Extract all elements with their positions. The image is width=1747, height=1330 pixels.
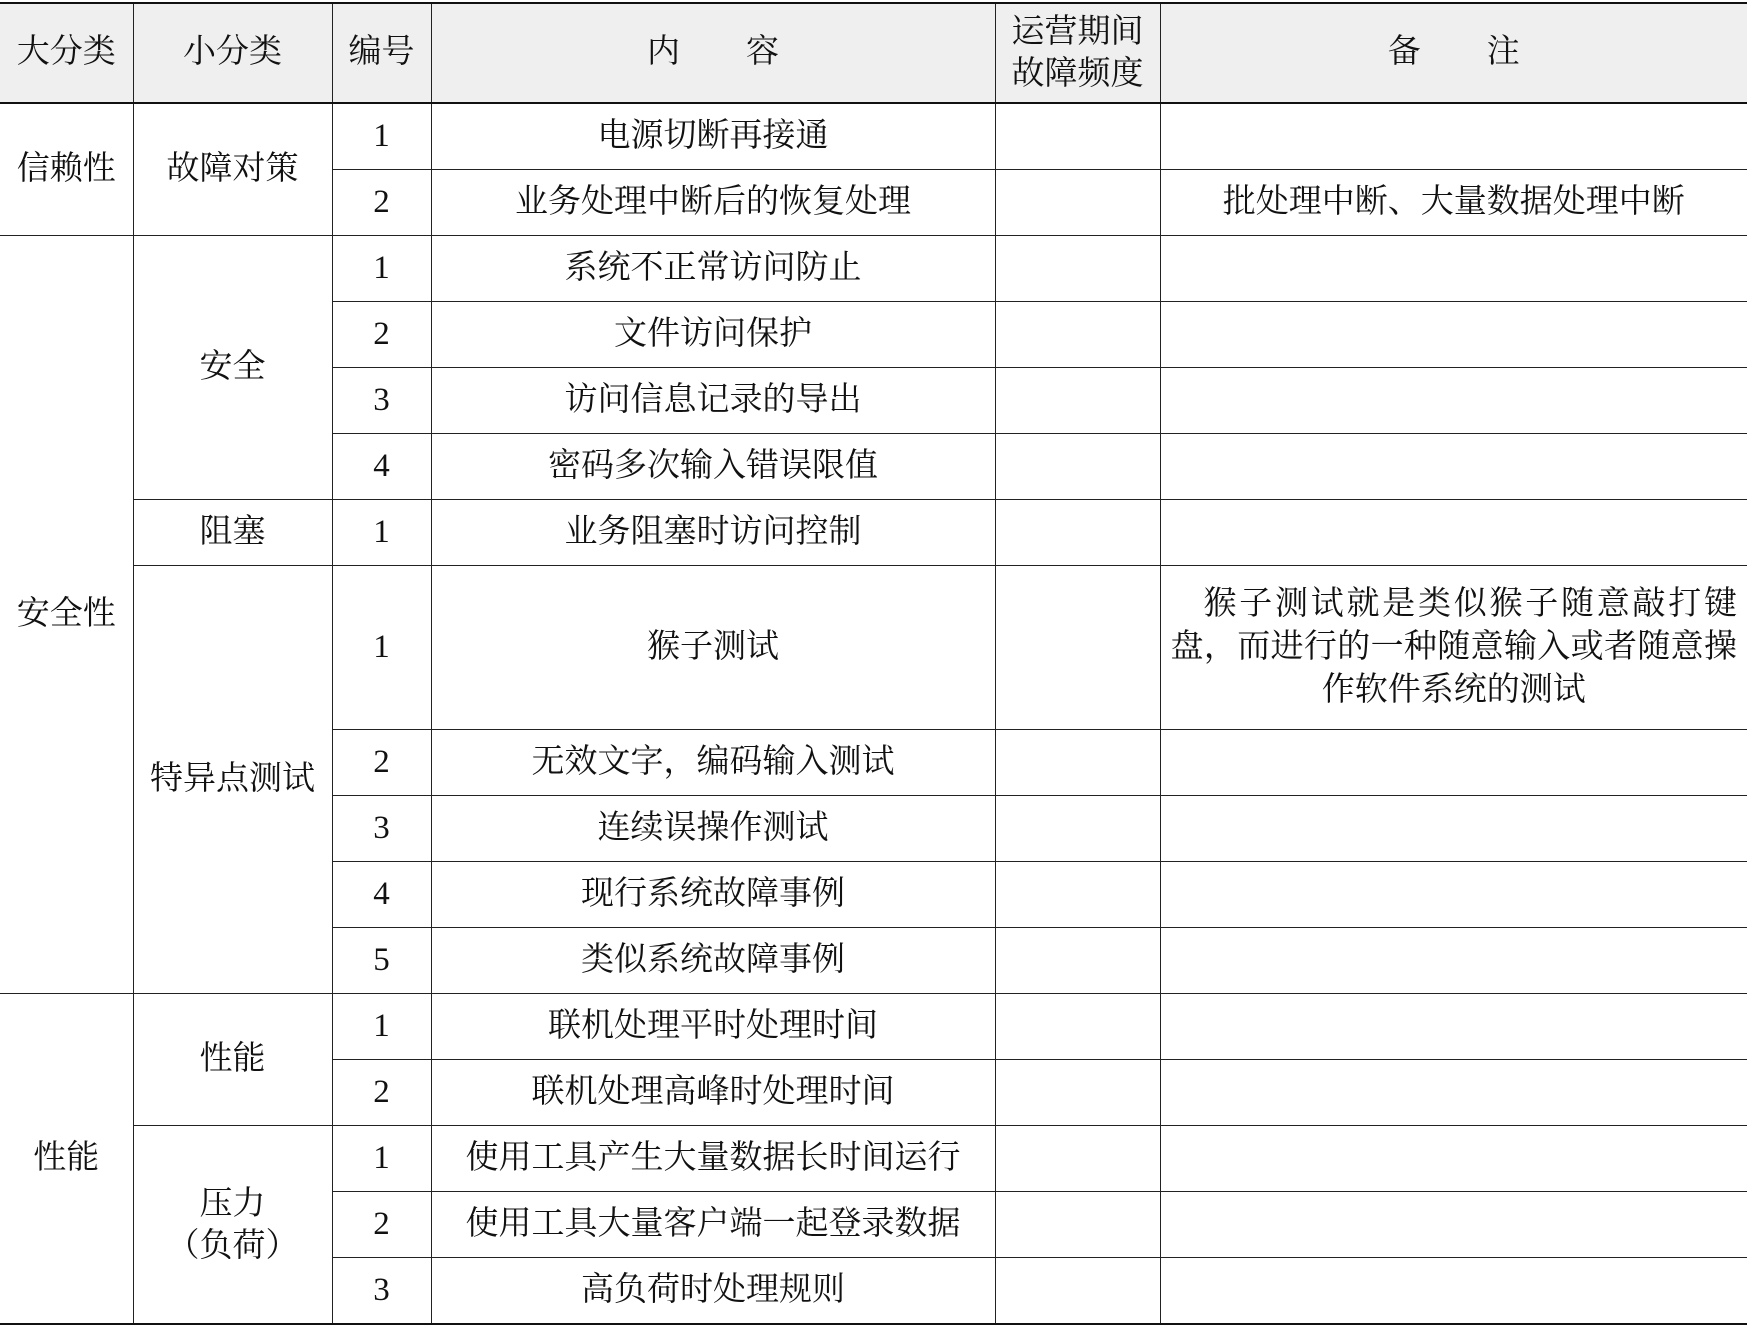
cell-number: 3 — [332, 796, 431, 862]
cell-notes — [1160, 928, 1747, 994]
cell-content: 访问信息记录的导出 — [431, 368, 995, 434]
cell-minor-category — [133, 1126, 332, 1325]
cell-content: 系统不正常访问防止 — [431, 236, 995, 302]
cell-notes — [1160, 1258, 1747, 1325]
header-minor-category: 小分类 — [133, 3, 332, 103]
cell-content: 电源切断再接通 — [431, 103, 995, 170]
cell-number: 1 — [332, 566, 431, 730]
cell-major-category: 性能 — [0, 994, 133, 1325]
cell-number: 4 — [332, 862, 431, 928]
cell-content: 联机处理高峰时处理时间 — [431, 1060, 995, 1126]
cell-notes — [1160, 862, 1747, 928]
cell-frequency — [995, 170, 1160, 236]
cell-number: 2 — [332, 730, 431, 796]
cell-content: 密码多次输入错误限值 — [431, 434, 995, 500]
cell-notes — [1160, 730, 1747, 796]
cell-number: 2 — [332, 170, 431, 236]
cell-number: 4 — [332, 434, 431, 500]
cell-number: 1 — [332, 103, 431, 170]
cell-notes: 批处理中断、大量数据处理中断 — [1160, 170, 1747, 236]
cell-content: 联机处理平时处理时间 — [431, 994, 995, 1060]
cell-minor-category: 特异点测试 — [133, 566, 332, 994]
cell-number: 2 — [332, 1192, 431, 1258]
table-row — [0, 1126, 1747, 1192]
header-row — [0, 3, 1747, 103]
cell-notes — [1160, 302, 1747, 368]
cell-frequency — [995, 862, 1160, 928]
cell-frequency — [995, 928, 1160, 994]
cell-frequency — [995, 1126, 1160, 1192]
cell-content: 连续误操作测试 — [431, 796, 995, 862]
cell-frequency — [995, 796, 1160, 862]
cell-frequency — [995, 730, 1160, 796]
cell-frequency — [995, 434, 1160, 500]
cell-content: 使用工具大量客户端一起登录数据 — [431, 1192, 995, 1258]
minor-category-line: 压力 — [199, 1185, 266, 1222]
cell-notes — [1160, 1126, 1747, 1192]
cell-notes — [1160, 1192, 1747, 1258]
test-items-table — [0, 2, 1747, 1325]
notes-line: 盘，而进行的一种随意输入或者随意操 — [1170, 629, 1737, 665]
cell-content: 使用工具产生大量数据长时间运行 — [431, 1126, 995, 1192]
cell-number: 1 — [332, 500, 431, 566]
cell-notes — [1160, 368, 1747, 434]
cell-content: 猴子测试 — [431, 566, 995, 730]
table-row — [0, 500, 1747, 566]
cell-major-category: 信赖性 — [0, 103, 133, 236]
cell-frequency — [995, 566, 1160, 730]
minor-category-line: （负荷） — [166, 1227, 299, 1264]
cell-frequency — [995, 1060, 1160, 1126]
table-row — [0, 566, 1747, 730]
notes-line: 猴子测试就是类似猴子随意敲打键 — [1203, 586, 1737, 622]
cell-notes — [1160, 994, 1747, 1060]
table-row — [0, 994, 1747, 1060]
cell-number: 1 — [332, 1126, 431, 1192]
table-row — [0, 236, 1747, 302]
cell-notes — [1160, 796, 1747, 862]
cell-content: 业务阻塞时访问控制 — [431, 500, 995, 566]
cell-content: 无效文字，编码输入测试 — [431, 730, 995, 796]
cell-content: 文件访问保护 — [431, 302, 995, 368]
cell-minor-category: 故障对策 — [133, 103, 332, 236]
cell-number: 1 — [332, 236, 431, 302]
cell-notes — [1160, 236, 1747, 302]
header-notes: 备 注 — [1160, 3, 1747, 103]
cell-number: 2 — [332, 1060, 431, 1126]
header-content: 内 容 — [431, 3, 995, 103]
cell-frequency — [995, 236, 1160, 302]
cell-frequency — [995, 1192, 1160, 1258]
header-frequency-line: 故障频度 — [1011, 56, 1144, 92]
cell-number: 2 — [332, 302, 431, 368]
cell-frequency — [995, 994, 1160, 1060]
cell-content: 高负荷时处理规则 — [431, 1258, 995, 1325]
cell-minor-category: 安全 — [133, 236, 332, 500]
header-number: 编号 — [332, 3, 431, 103]
notes-line: 作软件系统的测试 — [1321, 672, 1586, 708]
cell-notes — [1160, 434, 1747, 500]
cell-frequency — [995, 302, 1160, 368]
cell-notes — [1160, 1060, 1747, 1126]
cell-number: 3 — [332, 368, 431, 434]
cell-number: 1 — [332, 994, 431, 1060]
cell-number: 5 — [332, 928, 431, 994]
cell-frequency — [995, 1258, 1160, 1325]
header-major-category: 大分类 — [0, 3, 133, 103]
cell-notes — [1160, 566, 1747, 730]
header-frequency — [995, 3, 1160, 103]
cell-notes — [1160, 500, 1747, 566]
header-frequency-line: 运营期间 — [1011, 14, 1144, 50]
cell-frequency — [995, 368, 1160, 434]
cell-notes — [1160, 103, 1747, 170]
cell-content: 现行系统故障事例 — [431, 862, 995, 928]
cell-minor-category: 性能 — [133, 994, 332, 1126]
cell-frequency — [995, 103, 1160, 170]
cell-frequency — [995, 500, 1160, 566]
cell-number: 3 — [332, 1258, 431, 1325]
cell-content: 类似系统故障事例 — [431, 928, 995, 994]
cell-major-category: 安全性 — [0, 236, 133, 994]
table-row — [0, 103, 1747, 170]
cell-minor-category: 阻塞 — [133, 500, 332, 566]
cell-content: 业务处理中断后的恢复处理 — [431, 170, 995, 236]
